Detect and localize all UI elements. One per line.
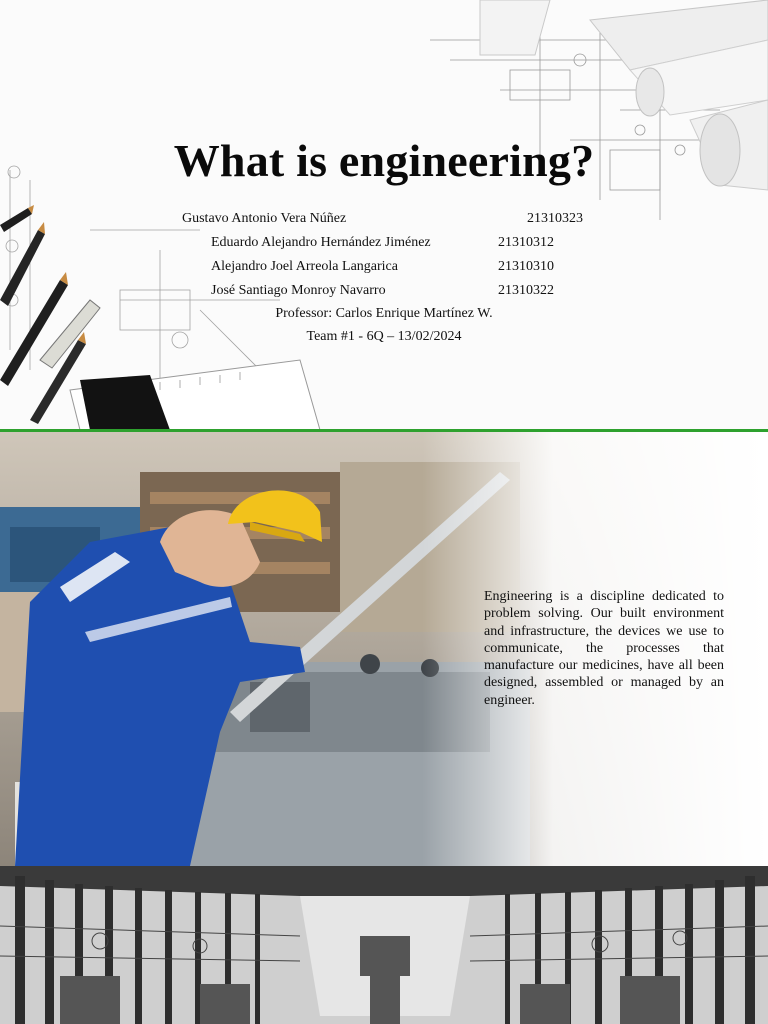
author-row <box>182 211 602 229</box>
author-row <box>211 235 591 253</box>
page-title: What is engineering? <box>173 135 595 186</box>
professor-line: Professor: Carlos Enrique Martínez W. <box>275 306 493 321</box>
author-name: Alejandro Joel Arreola Langarica <box>211 259 398 274</box>
student-id: 21310322 <box>498 283 554 298</box>
team-line: Team #1 - 6Q – 13/02/2024 <box>306 329 462 344</box>
definition-paragraph: Engineering is a discipline dedicated to problem solving. Our built environment and infrastructure, the devices we use to communicate, the processes that manufacture our medicines, have all been designed, assembled or managed by an engineer. <box>484 589 724 708</box>
title-slide <box>0 0 768 430</box>
definition-slide <box>0 432 768 866</box>
author-name: José Santiago Monroy Navarro <box>211 283 386 298</box>
historic-factory-engraving-image <box>0 866 768 1024</box>
factory-slide <box>0 866 768 1024</box>
author-name: Gustavo Antonio Vera Núñez <box>182 211 347 226</box>
student-id: 21310312 <box>498 235 554 250</box>
author-row <box>211 283 591 301</box>
student-id: 21310323 <box>527 211 583 226</box>
author-name: Eduardo Alejandro Hernández Jiménez <box>211 235 431 250</box>
author-row <box>211 259 591 277</box>
blueprint-rolls-image <box>420 0 768 230</box>
student-id: 21310310 <box>498 259 554 274</box>
